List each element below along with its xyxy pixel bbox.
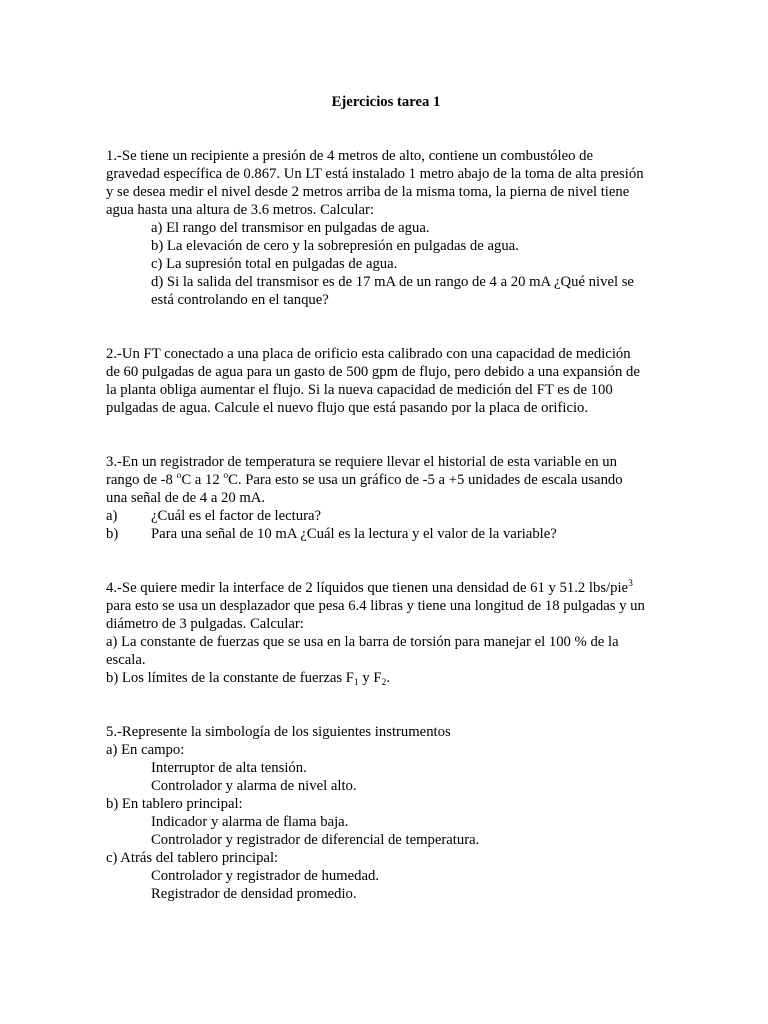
exercise-3-text: rango de -8 bbox=[106, 472, 177, 488]
exercise-1-line: 1.-Se tiene un recipiente a presión de 4 metros de alto, contiene un combustóleo de bbox=[106, 148, 593, 164]
list-item-text: Para una señal de 10 mA ¿Cuál es la lectura y el valor de la variable? bbox=[151, 526, 557, 542]
exercise-1-item-b: b) La elevación de cero y la sobrepresión en pulgadas de agua. bbox=[151, 238, 519, 254]
document-page bbox=[106, 93, 666, 903]
superscript: 3 bbox=[628, 579, 633, 589]
exercise-4-line: a) La constante de fuerzas que se usa en la barra de torsión para manejar el 100 % de la bbox=[106, 634, 619, 650]
exercise-3-list bbox=[106, 507, 666, 543]
exercise-3-text: C. Para esto se usa un gráfico de -5 a +5 unidades de escala usando bbox=[228, 472, 623, 488]
document-title: Ejercicios tarea 1 bbox=[331, 94, 441, 110]
exercise-5-intro: 5.-Represente la simbología de los siguientes instrumentos bbox=[106, 724, 451, 740]
exercise-3-line: 3.-En un registrador de temperatura se requiere llevar el historial de esta variable en un bbox=[106, 454, 617, 470]
exercise-4-text: . bbox=[386, 670, 391, 686]
exercise-1 bbox=[106, 147, 666, 309]
degree-symbol: o bbox=[223, 471, 229, 481]
exercise-2-line: de 60 pulgadas de agua para un gasto de 500 gpm de flujo, pero debido a una expansión de bbox=[106, 364, 640, 380]
exercise-4-line: diámetro de 3 pulgadas. Calcular: bbox=[106, 616, 304, 632]
exercise-3-text: C a 12 bbox=[181, 472, 224, 488]
list-item bbox=[106, 507, 666, 525]
exercise-4-text: b) Los límites de la constante de fuerzas F bbox=[106, 670, 354, 686]
exercise-3-line: una señal de de 4 a 20 mA. bbox=[106, 490, 266, 506]
exercise-5-group-heading: b) En tablero principal: bbox=[106, 796, 243, 812]
exercise-4-line bbox=[106, 669, 666, 687]
exercise-1-item-a: a) El rango del transmisor en pulgadas de agua. bbox=[151, 220, 430, 236]
subscript: 1 bbox=[353, 678, 359, 688]
exercise-1-line: gravedad específica de 0.867. Un LT está instalado 1 metro abajo de la toma de alta presión bbox=[106, 166, 644, 182]
exercise-5-group-item: Controlador y registrador de diferencial de temperatura. bbox=[151, 832, 480, 848]
exercise-4-line bbox=[106, 579, 666, 597]
exercise-3-line bbox=[106, 471, 666, 489]
exercise-5-group-item: Registrador de densidad promedio. bbox=[151, 886, 357, 902]
exercise-2 bbox=[106, 345, 666, 417]
exercise-2-line: la planta obliga aumentar el flujo. Si la nueva capacidad de medición del FT es de 100 bbox=[106, 382, 613, 398]
exercise-4-line: para esto se usa un desplazador que pesa 6.4 libras y tiene una longitud de 18 pulgadas y un bbox=[106, 598, 645, 614]
exercise-4-text: y F bbox=[358, 670, 382, 686]
subscript: 2 bbox=[381, 678, 387, 688]
exercise-4-line: escala. bbox=[106, 652, 146, 668]
exercise-1-item-d: d) Si la salida del transmisor es de 17 mA de un rango de 4 a 20 mA ¿Qué nivel se bbox=[151, 274, 634, 290]
exercise-3 bbox=[106, 453, 666, 543]
exercise-1-line: y se desea medir el nivel desde 2 metros arriba de la misma toma, la pierna de nivel tiene bbox=[106, 184, 630, 200]
exercise-5-group-item: Controlador y alarma de nivel alto. bbox=[151, 778, 357, 794]
exercise-5-group-item: Controlador y registrador de humedad. bbox=[151, 868, 380, 884]
exercise-1-item-c: c) La supresión total en pulgadas de agua. bbox=[151, 256, 398, 272]
exercise-4 bbox=[106, 579, 666, 687]
list-item bbox=[106, 525, 666, 543]
exercise-5-group-item: Indicador y alarma de flama baja. bbox=[151, 814, 349, 830]
exercise-1-item-d-cont: está controlando en el tanque? bbox=[151, 292, 329, 308]
exercise-1-line: agua hasta una altura de 3.6 metros. Calcular: bbox=[106, 202, 374, 218]
list-item-text: ¿Cuál es el factor de lectura? bbox=[151, 508, 322, 524]
degree-symbol: o bbox=[176, 471, 182, 481]
exercise-5-group-heading: a) En campo: bbox=[106, 742, 185, 758]
exercise-2-line: 2.-Un FT conectado a una placa de orificio esta calibrado con una capacidad de medición bbox=[106, 346, 631, 362]
list-marker: a) bbox=[106, 508, 118, 524]
exercise-4-text: 4.-Se quiere medir la interface de 2 líquidos que tienen una densidad de 61 y 51.2 lbs/pie bbox=[106, 580, 629, 596]
list-marker: b) bbox=[106, 526, 119, 542]
exercise-5-group-heading: c) Atrás del tablero principal: bbox=[106, 850, 279, 866]
exercise-5 bbox=[106, 723, 666, 903]
exercise-5-group-item: Interruptor de alta tensión. bbox=[151, 760, 307, 776]
exercise-2-line: pulgadas de agua. Calcule el nuevo flujo que está pasando por la placa de orificio. bbox=[106, 400, 589, 416]
